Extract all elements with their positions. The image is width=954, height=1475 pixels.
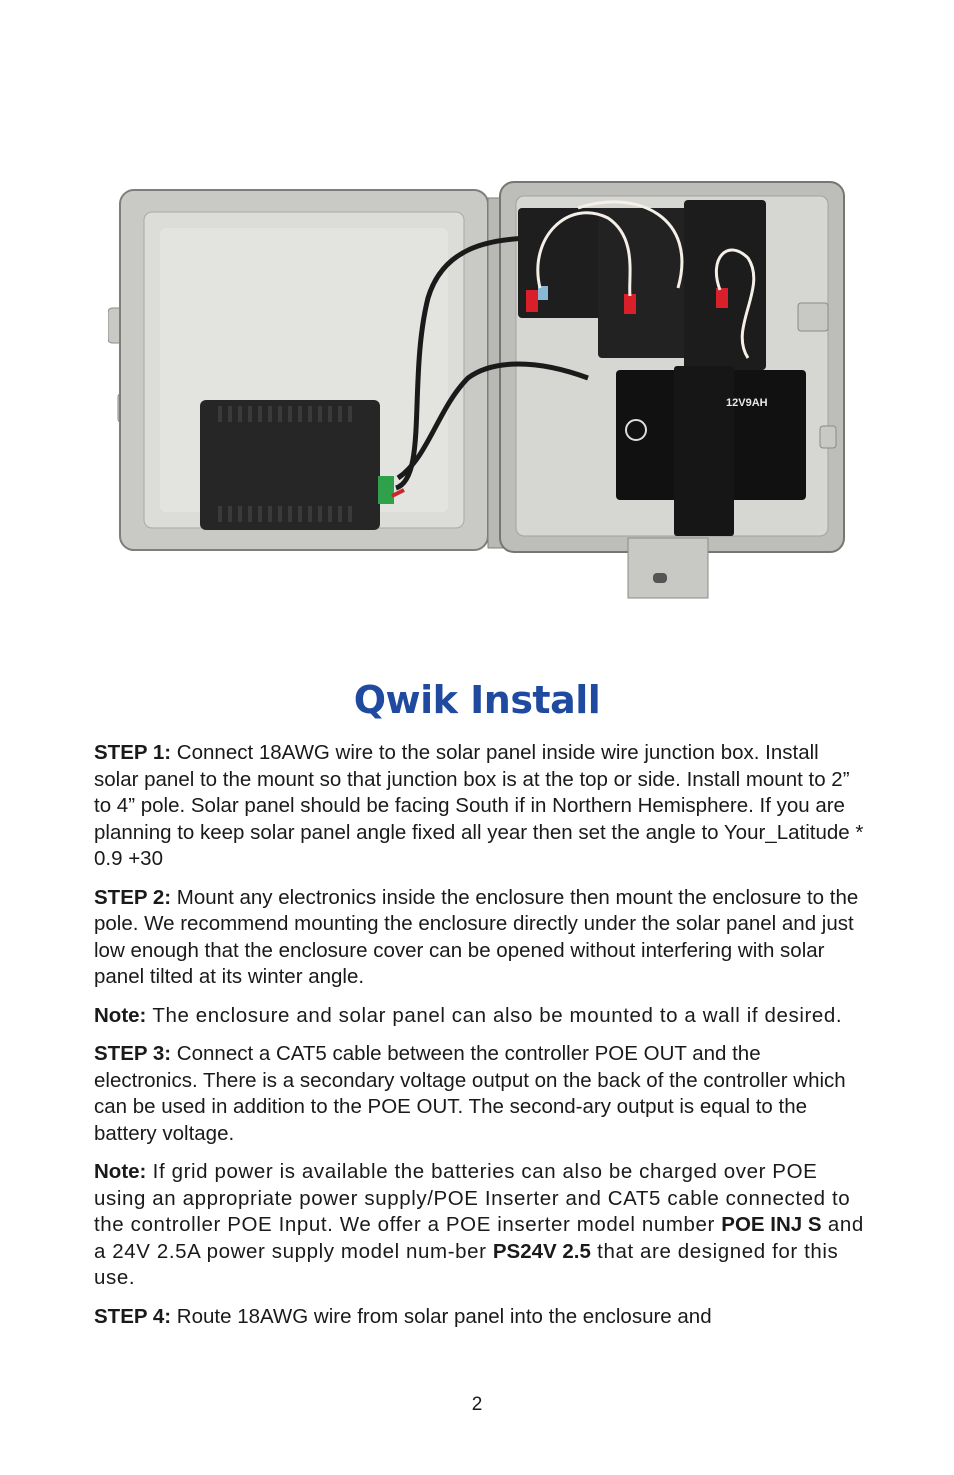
step-4-label: STEP 4:	[94, 1304, 172, 1328]
battery-label: 12V9AH	[726, 397, 768, 409]
step-1-text: Connect 18AWG wire to the solar panel inside wire junction box. Install solar panel to the mount so that junction box is at the top or side. Install mount to 2” to 4” pole. Solar panel should be facing South if in Northern Hemisphere. If you are planning to keep solar panel angle fixed all year then set the angle to Your_Latitude * 0.9 +30	[94, 741, 864, 870]
step-4-text: Route 18AWG wire from solar panel into the enclosure and	[171, 1304, 712, 1328]
step-3	[94, 1041, 864, 1147]
controller-box	[200, 400, 394, 530]
note-2-text-b: and a 24V 2.5A power supply model num-ber	[94, 1213, 864, 1263]
instructions	[94, 740, 864, 1342]
note-2	[94, 1159, 864, 1292]
note-2-text-c: that are designed for this use.	[94, 1239, 839, 1289]
step-2-label: STEP 2:	[94, 885, 172, 909]
step-1	[94, 740, 864, 873]
poe-inj-model: POE INJ S	[721, 1213, 822, 1236]
step-4	[94, 1304, 864, 1331]
note-1-label: Note:	[94, 1003, 147, 1027]
step-2-text: Mount any electronics inside the enclosure then mount the enclosure to the pole. We recommend mounting the enclosure directly under the solar panel and just low enough that the enclosure cover can be opened without interfering with solar panel tilted at its winter angle.	[94, 885, 859, 988]
note-1	[94, 1003, 864, 1030]
step-1-label: STEP 1:	[94, 741, 172, 764]
page-title: Qwik Install	[353, 678, 601, 722]
note-2-label: Note:	[94, 1160, 147, 1183]
note-2-text-a: If grid power is available the batteries can also be charged over POE using an appropriate power supply/POE Inserter and CAT5 cable connected to the controller POE Input. We offer a POE inserter model number	[94, 1160, 851, 1236]
step-3-text: Connect a CAT5 cable between the controller POE OUT and the electronics. There is a secondary voltage output on the back of the controller which can be used in addition to the POE OUT. The second-ary output is equal to the battery voltage.	[94, 1042, 846, 1145]
page-number: 2	[471, 1394, 483, 1415]
step-3-label: STEP 3:	[94, 1042, 172, 1065]
step-2	[94, 885, 864, 991]
note-1-text: The enclosure and solar panel can also be mounted to a wall if desired.	[146, 1003, 843, 1027]
ps24v-model: PS24V 2.5	[492, 1239, 591, 1263]
enclosure-photo	[108, 178, 858, 608]
